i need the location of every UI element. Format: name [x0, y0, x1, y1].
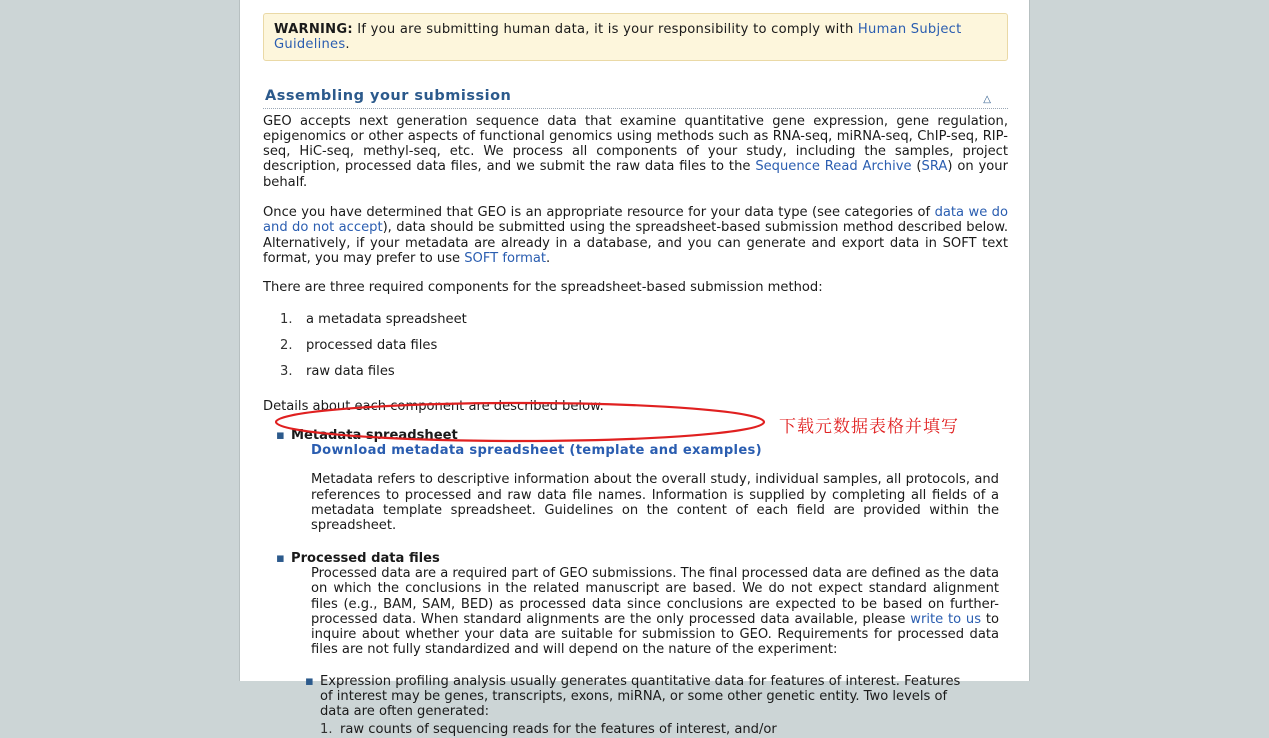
- metadata-body: [311, 443, 999, 533]
- components-intro: There are three required components for the spreadsheet-based submission method:: [263, 280, 823, 296]
- section-title: Assembling your submission: [265, 87, 512, 104]
- soft-format-link[interactable]: SOFT format: [464, 250, 547, 266]
- determine-mid: ), data should be submitted using the spreadsheet-based submission method described below. Alternatively, if your metadata are already in a database, and you can generate and export data in SOFT text format, you may prefer to use: [263, 220, 1008, 266]
- processed-title: Processed data files: [291, 550, 440, 566]
- warning-text: If you are submitting human data, it is your responsibility to comply with: [352, 22, 858, 37]
- human-subject-guidelines-link[interactable]: Human Subject Guidelines: [274, 22, 962, 53]
- page-container: [239, 0, 1030, 737]
- up-arrow-icon[interactable]: △: [983, 93, 991, 105]
- main-content: [263, 13, 1008, 738]
- list-item: [291, 674, 964, 738]
- red-ellipse-annotation: [275, 399, 769, 445]
- intro-mid: (: [911, 159, 922, 175]
- processed-text: Processed data are a required part of GEO submissions. The final processed data are defined as the data on which the conclusions in the related manuscript are based. We do not expect standard alignment files (e.g., BAM, SAM, BED) as processed data since conclusions are expected to be based on further-processed data. When standard alignments are the only processed data available, please: [311, 565, 999, 627]
- list-label: raw counts of sequencing reads for the features of interest, and/or: [340, 721, 777, 737]
- warning-label: WARNING:: [274, 22, 353, 37]
- annotation-text: 下载元数据表格并填写: [779, 417, 959, 437]
- intro-end: ) on your behalf.: [263, 159, 1008, 190]
- list-number: 1.: [280, 311, 293, 327]
- sequence-read-archive-link[interactable]: Sequence Read Archive: [755, 159, 912, 175]
- list-item: [263, 312, 1008, 338]
- list-number: 1.: [320, 721, 333, 737]
- determine-text: Once you have determined that GEO is an appropriate resource for your data type (see categories of: [263, 205, 935, 221]
- download-metadata-link[interactable]: Download metadata spreadsheet (template and examples): [311, 443, 762, 459]
- details-paragraph: Details about each component are described below.: [263, 398, 604, 414]
- processed-sub-list: [291, 674, 1008, 738]
- list-number: 2.: [280, 337, 293, 353]
- bullet-icon: ▪: [305, 673, 314, 689]
- metadata-title: Metadata spreadsheet: [291, 427, 458, 443]
- warning-box: [263, 13, 1008, 61]
- list-item: [263, 364, 1008, 390]
- processed-body: [311, 566, 999, 658]
- expression-profiling-text: Expression profiling analysis usually generates quantitative data for features of interest. Features of interest may be genes, transcripts, exons, miRNA, or some other genetic entity. Two levels of data are often generated:: [320, 673, 961, 720]
- bullet-icon: ▪: [276, 550, 285, 566]
- components-list: [263, 312, 1008, 390]
- list-label: processed data files: [306, 337, 438, 353]
- list-item: [320, 722, 964, 738]
- list-number: 3.: [280, 363, 293, 379]
- processed-item: [263, 551, 1008, 738]
- warning-end: .: [345, 37, 350, 53]
- annotation-ellipse: [276, 403, 764, 441]
- sra-link[interactable]: SRA: [921, 159, 948, 175]
- determine-end: .: [546, 250, 551, 266]
- levels-list: [320, 722, 964, 738]
- intro-paragraph: [263, 114, 1008, 190]
- list-label: a metadata spreadsheet: [306, 311, 467, 327]
- components-detail-list: [263, 428, 1008, 738]
- list-label: raw data files: [306, 363, 395, 379]
- section-header: [263, 89, 1008, 109]
- metadata-description: Metadata refers to descriptive information about the overall study, individual samples, all protocols, and references to processed and raw data file names. Information is supplied by completing all fields of a metadata template spreadsheet. Guidelines on the content of each field are provided within the spreadsheet.: [311, 472, 999, 534]
- determine-paragraph: [263, 205, 1008, 266]
- intro-text: GEO accepts next generation sequence data that examine quantitative gene expression, gene regulation, epigenomics or other aspects of functional genomics using methods such as RNA-seq, miRNA-seq, ChIP-seq, RIP-seq, HiC-seq, methyl-seq, etc. We process all components of your study, including the samples, project description, processed data files, and we submit the raw data files to the: [263, 113, 1008, 175]
- bullet-icon: ▪: [276, 427, 285, 443]
- processed-description: [311, 566, 999, 658]
- list-item: [263, 338, 1008, 364]
- processed-end: to inquire about whether your data are suitable for submission to GEO. Requirements for processed data files are not fully standardized and will depend on the nature of the experiment:: [311, 611, 999, 658]
- data-we-do-and-do-not-accept-link[interactable]: data we do and do not accept: [263, 205, 1008, 236]
- write-to-us-link[interactable]: write to us: [910, 611, 982, 627]
